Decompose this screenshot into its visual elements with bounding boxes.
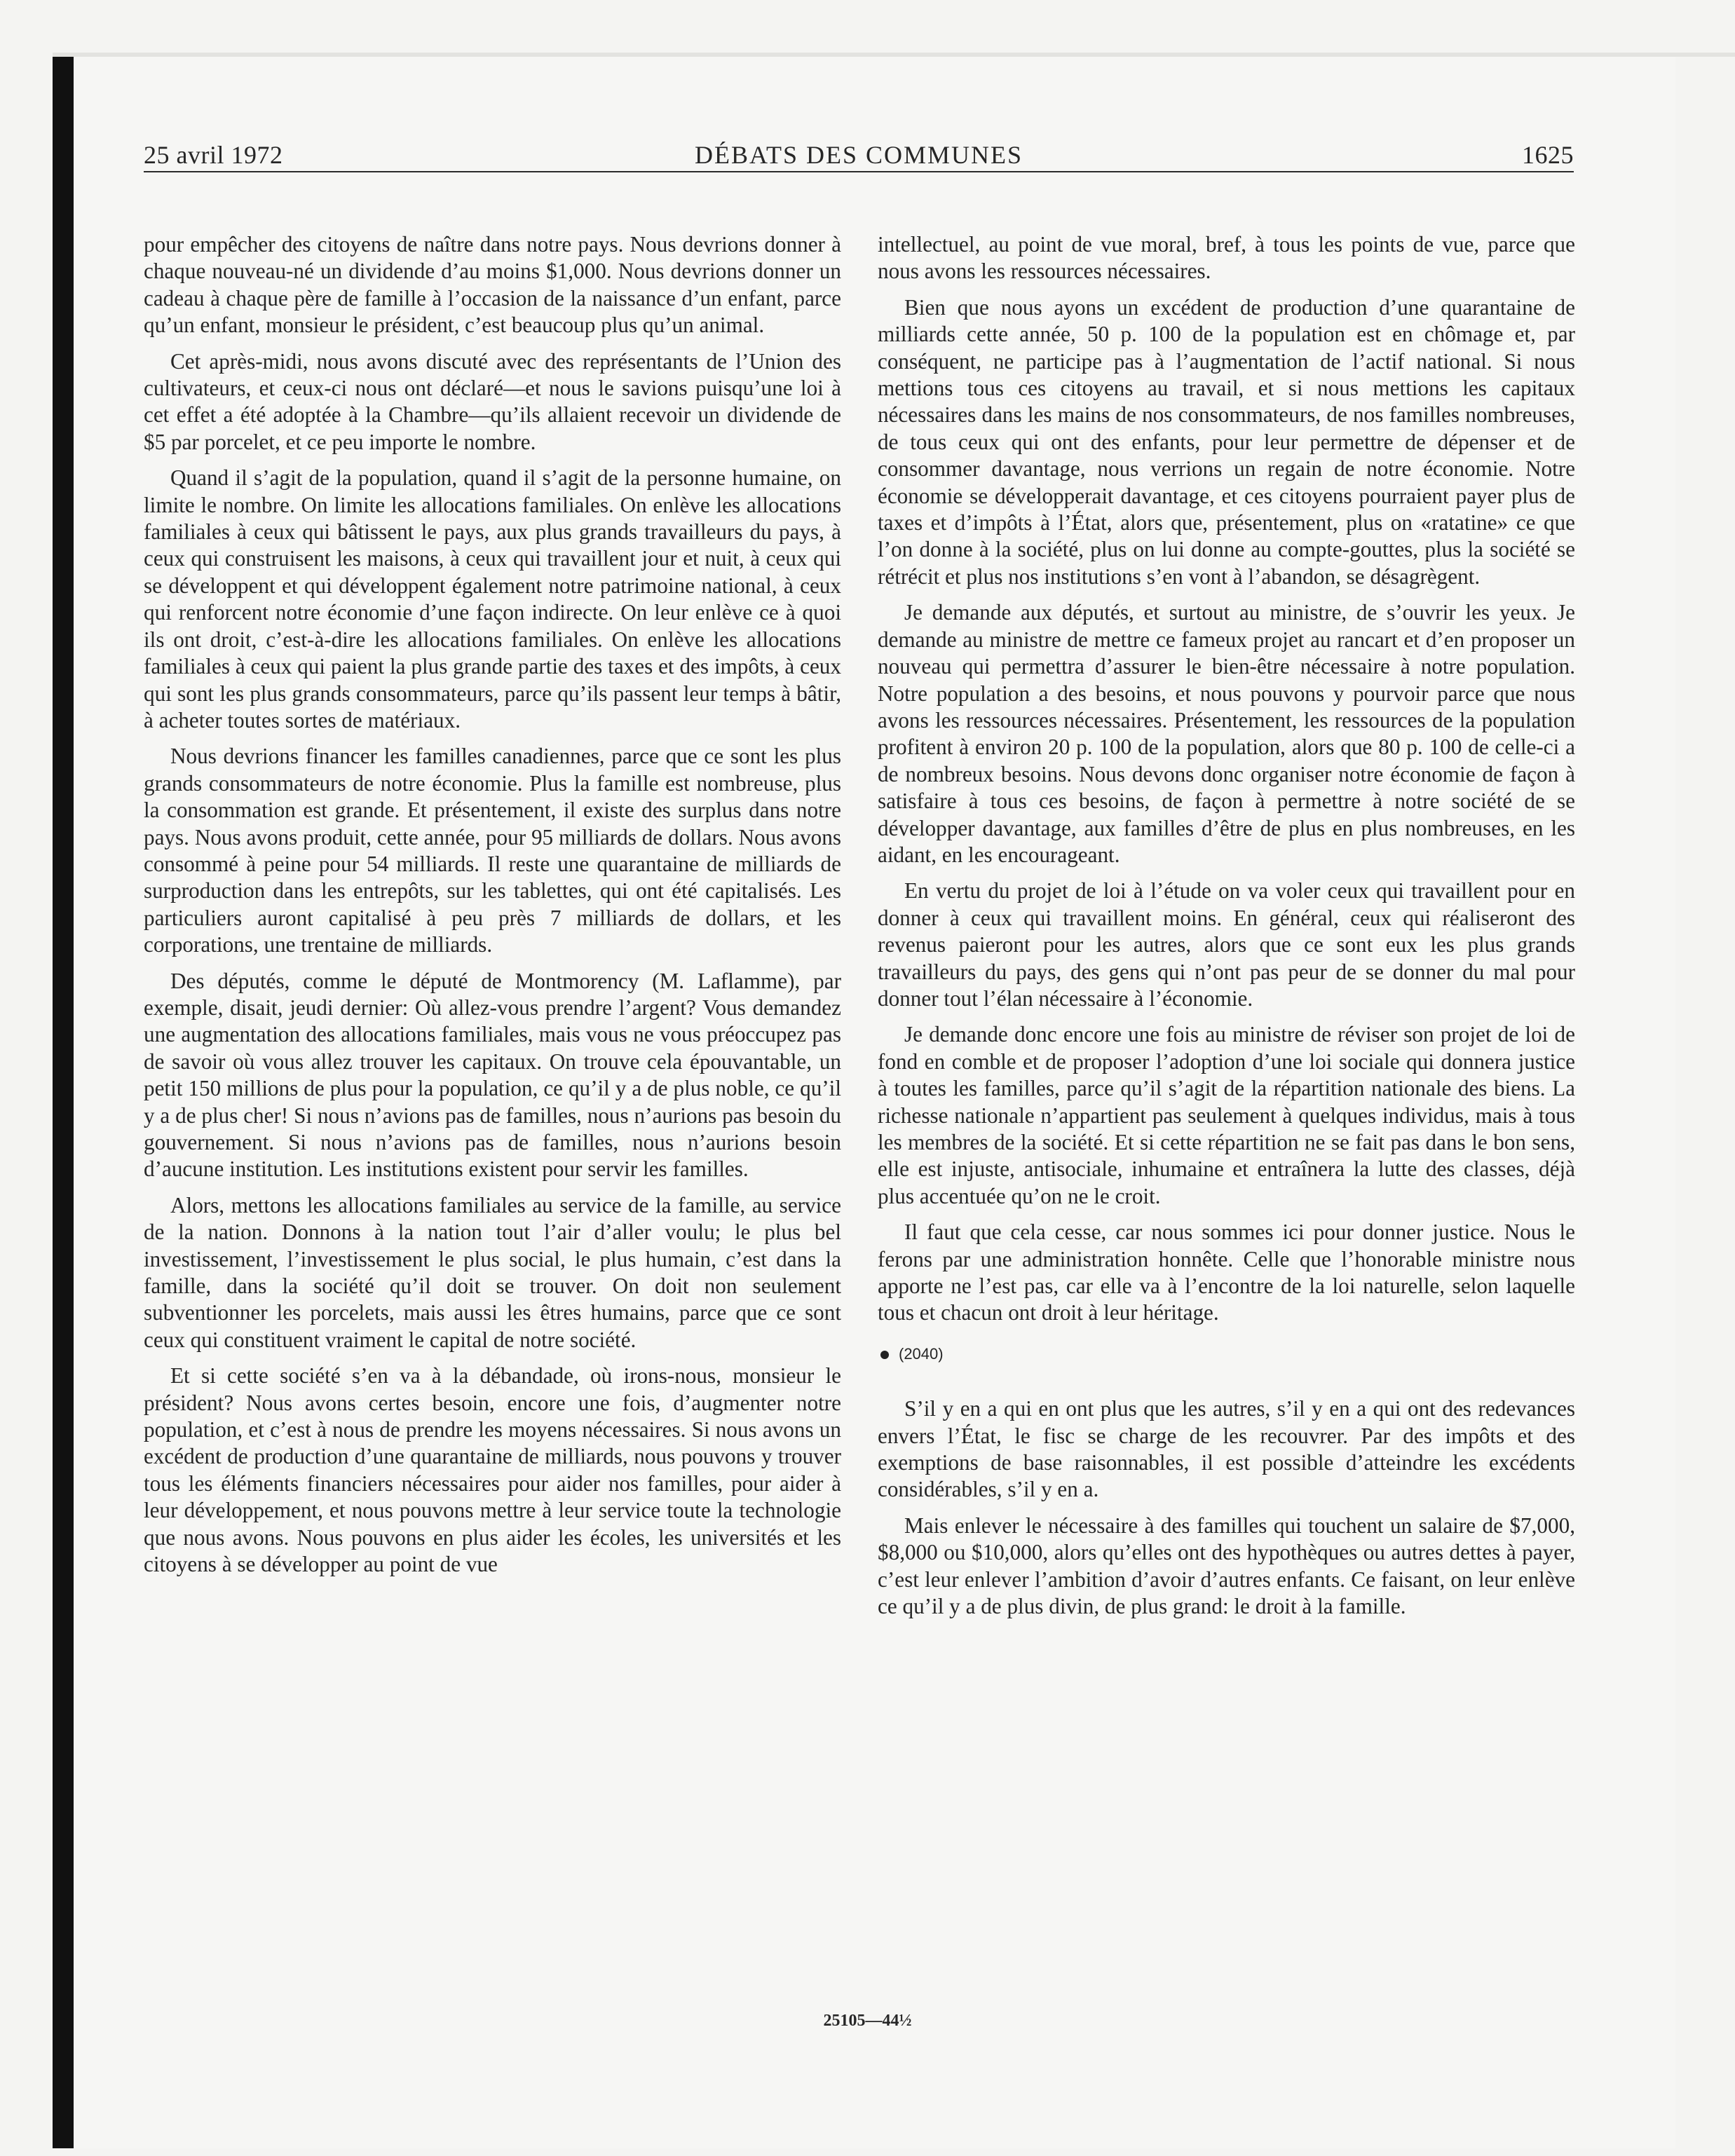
header-date: 25 avril 1972	[144, 141, 283, 169]
paragraph: Mais enlever le nécessaire à des familles qui touchent un salaire de $7,000, $8,000 ou $10,000, alors qu’elles ont des hypothèques ou autres dettes à payer, c’est leur enlever l’ambition d’avoir d’autres enfants. Ce faisant, on leur enlève ce qu’il y a de plus divin, de plus grand: le droit à la famille.	[878, 1513, 1575, 1619]
paragraph: En vertu du projet de loi à l’étude on va voler ceux qui travaillent pour en donner à ceux qui travaillent moins. En général, ceux qui réaliseront des revenus paieront pour les autres, alors que ce sont eux les plus grands travailleurs du pays, des gens qui n’ont pas peur de se donner du mal pour donner tout l’élan nécessaire à l’économie.	[878, 878, 1575, 1011]
time-marker	[880, 1341, 1575, 1367]
paragraph: Je demande aux députés, et surtout au ministre, de s’ouvrir les yeux. Je demande au ministre de mettre ce fameux projet au rancart et d’en proposer un nouveau qui permettra d’assurer le bien-être nécessaire à notre population. Notre population a des besoins, et nous pouvons y pourvoir parce que nous avons les ressources nécessaires. Présentement, les ressources de la population profitent à environ 20 p. 100 de la population, alors que 80 p. 100 de celle-ci a de nombreux besoins. Nous devons donc organiser notre économie de façon à satisfaire à tous ces besoins, de façon à permettre à notre société de se développer davantage, aux familles d’être de plus en plus nombreuses, en les aidant, en les encourageant.	[878, 600, 1575, 867]
left-column	[144, 231, 841, 1588]
paragraph: Des députés, comme le député de Montmorency (M. Laflamme), par exemple, disait, jeudi dernier: Où allez-vous prendre l’argent? Vous demandez une augmentation des allocations familiales, mais vous ne vous préoccupez pas de savoir où vous allez trouver les capitaux. On trouve cela épouvantable, un petit 150 millions de plus pour la population, ce qu’il y a de plus noble, ce qu’il y a de plus cher! Si nous n’avions pas de familles, nous n’aurions pas besoin du gouvernement. Si nous n’avions pas de familles, nous n’aurions besoin d’aucune institution. Les institutions existent pour servir les familles.	[144, 968, 841, 1182]
time-marker-text: (2040)	[899, 1344, 944, 1363]
paragraph: pour empêcher des citoyens de naître dans notre pays. Nous devrions donner à chaque nouveau-né un dividende d’au moins $1,000. Nous devrions donner un cadeau à chaque père de famille à l’occasion de la naissance d’un enfant, parce qu’un enfant, monsieur le président, c’est beaucoup plus qu’un animal.	[144, 232, 841, 338]
scan-border	[53, 53, 74, 2148]
right-column	[878, 231, 1575, 1630]
paragraph: Quand il s’agit de la population, quand il s’agit de la personne humaine, on limite le nombre. On limite les allocations familiales. On enlève les allocations familiales à ceux qui bâtissent le pays, aux plus grands travailleurs du pays, à ceux qui construisent les maisons, à ceux qui travaillent jour et nuit, à ceux qui se développent et qui développent également notre patrimoine national, à ceux qui renforcent notre économie d’une façon indirecte. On leur enlève ce à quoi ils ont droit, c’est-à-dire les allocations familiales. On enlève les allocations familiales à ceux qui paient la plus grande partie des taxes et des impôts, à ceux qui sont les plus grands consommateurs, parce qu’ils passent leur temps à bâtir, à acheter toutes sortes de matériaux.	[144, 465, 841, 732]
paragraph: Et si cette société s’en va à la débandade, où irons-nous, monsieur le président? Nous avons certes besoin, encore une fois, d’augmenter notre population, et c’est à nous de prendre les moyens nécessaires. Si nous avons un excédent de production d’une quarantaine de milliards, nous pouvons y trouver tous les éléments financiers nécessaires pour aider nos familles, pour aider à leur développement, et nous pouvons mettre à leur service toute la technologie que nous avons. Nous pouvons en plus aider les écoles, les universités et les citoyens à se développer au point de vue	[144, 1363, 841, 1577]
running-header	[144, 140, 1574, 174]
paragraph: Alors, mettons les allocations familiales au service de la famille, au service de la nation. Donnons à la nation tout l’air d’aller voulu; le plus bel investissement, l’investissement le plus social, le plus humain, c’est dans la famille, dans la société qu’il doit se trouver. On doit non seulement subventionner les porcelets, mais aussi les êtres humains, parce que ce sont ceux qui constituent vraiment le capital de notre société.	[144, 1192, 841, 1352]
paragraph: S’il y en a qui en ont plus que les autres, s’il y en a qui ont des redevances envers l’État, le fisc se charge de les recouvrer. Par des impôts et des exemptions de base raisonnables, il est possible d’atteindre les excédents considérables, s’il y en a.	[878, 1396, 1575, 1502]
paragraph: Je demande donc encore une fois au ministre de réviser son projet de loi de fond en comble et de proposer l’adoption d’une loi sociale qui donnera justice à toutes les familles, parce qu’il s’agit de la répartition nationale des biens. La richesse nationale n’appartient pas seulement à quelques individus, mais à tous les membres de la société. Et si cette répartition ne se fait pas dans le bon sens, elle est injuste, antisociale, inhumaine et entraînera la lutte des classes, déjà plus accentuée qu’on ne le croit.	[878, 1022, 1575, 1208]
footer-code: 25105—44½	[823, 2012, 912, 2030]
paragraph: Nous devrions financer les familles canadiennes, parce que ce sont les plus grands consommateurs de notre économie. Plus la famille est nombreuse, plus la consommation est grande. Et présentement, il existe des surplus dans notre pays. Nous avons produit, cette année, pour 95 milliards de dollars. Nous avons consommé à peine pour 54 milliards. Il reste une quarantaine de milliards de surproduction dans les entrepôts, sur les tablettes, qui ont été capitalisés. Les particuliers auront capitalisé à peu près 7 milliards de dollars, et les corporations, une trentaine de milliards.	[144, 744, 841, 957]
paragraph: Cet après-midi, nous avons discuté avec des représentants de l’Union des cultivateurs, et ceux-ci nous ont déclaré—et nous le savions puisqu’une loi à cet effet a été adoptée à la Chambre—qu’ils allaient recevoir un dividende de $5 par porcelet, et ce peu importe le nombre.	[144, 348, 841, 454]
bullet-icon	[880, 1351, 889, 1359]
paragraph: Il faut que cela cesse, car nous sommes ici pour donner justice. Nous le ferons par une administration honnête. Celle que l’honorable ministre nous apporte ne l’est pas, car elle va à l’encontre de la loi naturelle, selon laquelle tous et chacun ont droit à leur héritage.	[878, 1220, 1575, 1325]
header-title: DÉBATS DES COMMUNES	[694, 141, 1023, 169]
header-rule	[144, 171, 1574, 172]
header-page-number: 1625	[1522, 141, 1574, 169]
paragraph: intellectuel, au point de vue moral, bref, à tous les points de vue, parce que nous avons les ressources nécessaires.	[878, 232, 1575, 284]
paragraph: Bien que nous ayons un excédent de production d’une quarantaine de milliards cette année, 50 p. 100 de la population est en chômage et, par conséquent, ne participe pas à l’augmentation de l’actif national. Si nous mettions tous ces citoyens au travail, et si nous mettions les capitaux nécessaires dans les mains de nos consommateurs, de nos familles nombreuses, de tous ceux qui ont des enfants, pour leur permettre de dépenser et de consommer davantage, nous verrions un regain de notre économie. Notre économie se développerait davantage, et ces citoyens pourraient payer plus de taxes et d’impôts à l’État, alors que, présentement, plus on «ratatine» ce que l’on donne à la société, plus on lui donne au compte-gouttes, plus la société se rétrécit et plus nos institutions s’en vont à l’abandon, se désagrègent.	[878, 294, 1575, 589]
